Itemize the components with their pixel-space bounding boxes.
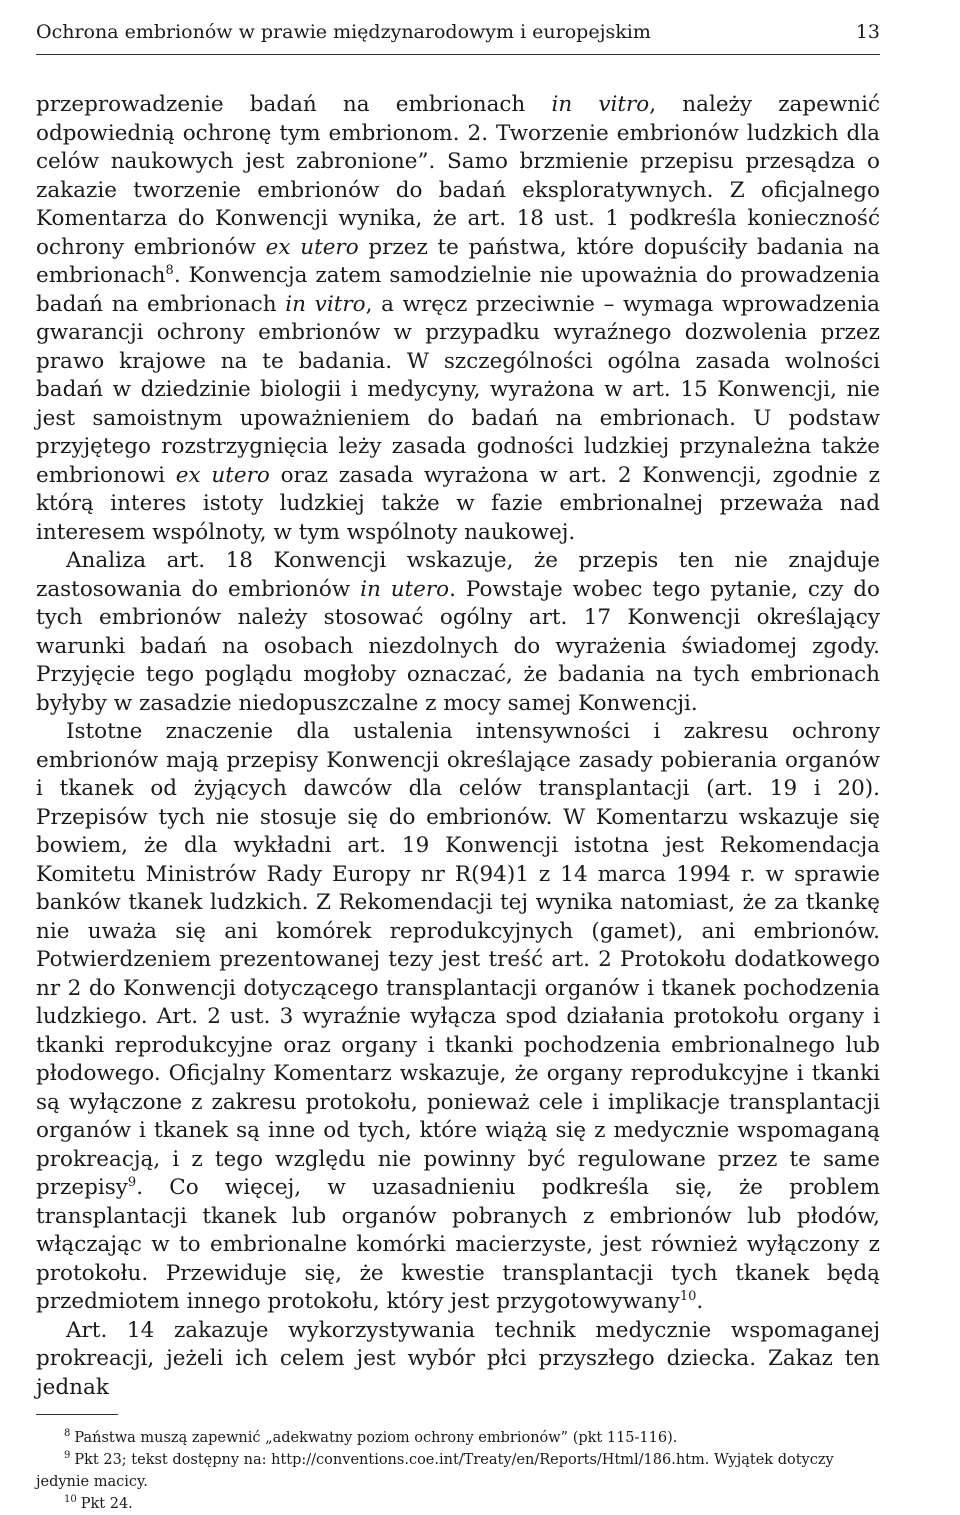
italic-term: ex utero	[265, 234, 359, 260]
text-run: . Co więcej, w uzasadnieniu podkreśla się, że problem transplantacji tkanek lub organów pobranych z embrionów lub płodów, włączając w to embrionalne komórki macierzyste, jest również wyłączony z protokołu. Przewiduje się, że kwestie transplantacji tych tkanek będą przedmiotem innego protokołu, który jest przygotowywany	[36, 1175, 880, 1314]
footnote-ref[interactable]: 10	[679, 1288, 697, 1304]
text-run: , należy zapewnić odpowiednią ochronę tym embrionom. 2. Tworzenie embrionów ludzkich dla celów naukowych jest zabronione”. Samo brzmienie przepisu przesądza o zakazie tworzenie embrionów do badań eksploratywnych. Z oficjalnego Komentarza do Konwencji wynika, że art. 18 ust. 1 podkreśla konieczność ochrony embrionów	[36, 92, 880, 260]
footnote-ref[interactable]: 9	[127, 1174, 137, 1190]
footnote-text: Pkt 24.	[80, 1496, 133, 1512]
body-text	[36, 91, 880, 1402]
text-run: Istotne znaczenie dla ustalenia intensywności i zakresu ochrony embrionów mają przepisy Konwencji określające zasady pobierania organów i tkanek od żyjących dawców dla celów transplantacji (art. 19 i 20). Przepisów tych nie stosuje się do embrionów. W Komentarzu wskazuje się bowiem, że dla wykładni art. 19 Konwencji istotna jest Rekomendacja Komitetu Ministrów Rady Europy nr R(94)1 z 14 marca 1994 r. w sprawie banków tkanek ludzkich. Z Rekomendacji tej wynika natomiast, że za tkankę nie uważa się ani komórek reprodukcyjnych (gamet), ani embrionów. Potwierdzeniem prezentowanej tezy jest treść art. 2 Protokołu dodatkowego nr 2 do Konwencji dotyczącego transplantacji organów i tkanek pochodzenia ludzkiego. Art. 2 ust. 3 wyraźnie wyłącza spod działania protokołu organy i tkanki reprodukcyjne oraz organy i tkanki pochodzenia embrionalnego lub płodowego. Oficjalny Komentarz wskazuje, że organy reprodukcyjne i tkanki są wyłączone z zakresu protokołu, ponieważ cele i implikacje transplantacji organów i tkanek są inne od tych, które wiążą się z medycznie wspomaganą prokreacją, i z tego względu nie powinny być regulowane przez te same przepisy	[36, 719, 880, 1200]
footnote-9	[36, 1449, 880, 1493]
footnote-divider	[36, 1414, 118, 1415]
paragraph-1	[36, 91, 880, 547]
paragraph-4: Art. 14 zakazuje wykorzystywania technik medycznie wspomaganej prokreacji, jeżeli ich celem jest wybór płci przyszłego dziecka. Zakaz ten jednak	[36, 1317, 880, 1400]
paragraph-2	[36, 547, 880, 718]
text-run: przeprowadzenie badań na embrionach	[36, 92, 552, 117]
italic-term: in vitro	[551, 92, 650, 117]
running-title: Ochrona embrionów w prawie międzynarodowym i europejskim	[36, 21, 651, 43]
italic-term: ex utero	[175, 462, 270, 488]
italic-term: in utero	[360, 576, 450, 602]
footnote-number: 9	[64, 1450, 71, 1462]
text-run: przez te państwa, które dopuściły badania na embrionach	[36, 234, 880, 288]
text-run: . Powstaje wobec tego pytanie, czy do tych embrionów należy stosować ogólny art. 17 Konwencji określający warunki badań na osobach niezdolnych do wyrażenia świadomej zgody. Przyjęcie tego poglądu mogłoby oznaczać, że badania na tych embrionach byłyby w zasadzie niedopuszczalne z mocy samej Konwencji.	[36, 576, 880, 716]
footnote-text: Pkt 23; tekst dostępny na: http://conventions.coe.int/Treaty/en/Reports/Html/186.htm. Wyjątek dotyczy jedynie macicy.	[36, 1452, 834, 1490]
italic-term: in vitro	[285, 291, 366, 317]
text-run: , a wręcz przeciwnie – wymaga wprowadzenia gwarancji ochrony embrionów w przypadku wyraźnego dozwolenia przez prawo krajowe na te badania. W szczególności ogólna zasada wolności badań w dziedzinie biologii i medycyny, wyrażona w art. 15 Konwencji, nie jest samoistnym upoważnieniem do badań na embrionach. U podstaw przyjętego rozstrzygnięcia leży zasada godności ludzkiej przynależna także embrionowi	[36, 291, 881, 488]
text-run: Analiza art. 18 Konwencji wskazuje, że przepis ten nie znajduje zastosowania do embrionów	[36, 548, 880, 602]
page-number: 13	[855, 21, 880, 43]
text-run: .	[696, 1289, 704, 1314]
footnote-8	[36, 1427, 880, 1449]
paragraph-3	[36, 718, 880, 1317]
text-run: oraz zasada wyrażona w art. 2 Konwencji, zgodnie z którą interes istoty ludzkiej także w fazie embrionalnej przeważa nad interesem wspólnoty, w tym wspólnoty naukowej.	[36, 462, 880, 545]
footnote-ref[interactable]: 8	[165, 262, 174, 278]
running-header	[36, 18, 880, 55]
footnote-number: 8	[64, 1428, 71, 1440]
footnotes	[36, 1414, 880, 1515]
footnote-10	[36, 1493, 880, 1515]
text-run: . Konwencja zatem samodzielnie nie upoważnia do prowadzenia badań na embrionach	[36, 263, 880, 317]
footnote-number: 10	[64, 1494, 77, 1506]
footnote-text: Państwa muszą zapewnić „adekwatny poziom ochrony embrionów” (pkt 115-116).	[74, 1430, 678, 1446]
